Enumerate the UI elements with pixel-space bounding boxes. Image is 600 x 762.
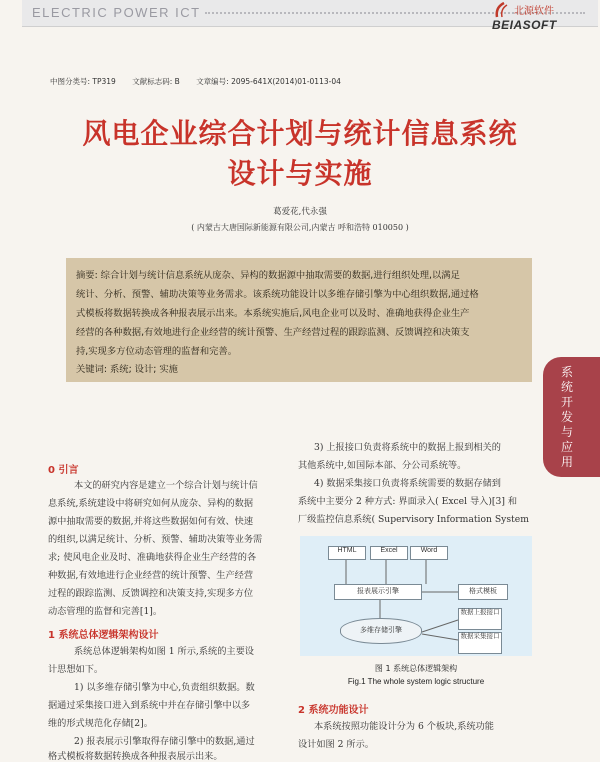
- abstract-line: 式模板将数据转换成各种报表展示出来。本系统实施后,风电企业可以及时、准确地获得企业生产: [76, 308, 470, 319]
- body-line: 维的形式规范化存储[2]。: [48, 718, 153, 729]
- body-line: 格式模板将数据转换成各种报表展示出来。: [48, 751, 223, 762]
- body-line: 源中抽取需要的数据,并将这些数据如何有效、快速: [48, 516, 254, 527]
- abstract-line: 经营的各种数据,有效地进行企业经营的统计预警、生产经营过程的跟踪监测、反馈调控和决策支: [76, 327, 470, 338]
- body-line: 系统中主要分 2 种方式: 界面录入( Excel 导入)[3] 和: [298, 496, 518, 507]
- body-line: 息系统,系统建设中将研究如何从庞杂、异构的数据: [48, 498, 254, 509]
- section-side-tab: [543, 357, 600, 477]
- html-box: HTML: [328, 546, 366, 560]
- abstract-line: 持,实现多方位动态管理的监督和完善。: [76, 346, 238, 357]
- body-line: 1) 以多维存储引擎为中心,负责组织数据。数: [74, 682, 255, 693]
- abstract-line: 统计、分析、预警、辅助决策等业务需求。该系统功能设计以多维存储引擎为中心组织数据,通过格: [76, 289, 479, 300]
- report-engine-box: 报表展示引擎: [334, 584, 422, 600]
- body-line: 的组织,以满足统计、分析、预警、辅助决策等业务需: [48, 534, 263, 545]
- body-line: 设计如图 2 所示。: [298, 739, 374, 750]
- clc-number: 中图分类号: TP319: [50, 77, 116, 86]
- keywords: 关键词: 系统; 设计; 实施: [76, 364, 178, 375]
- abstract-box: [66, 258, 532, 382]
- body-line: 计思想如下。: [48, 664, 104, 675]
- logo-text-cn: 北源软件: [514, 6, 554, 17]
- figure-caption-en: Fig.1 The whole system logic structure: [347, 677, 485, 686]
- body-line: 4) 数据采集接口负责将系统需要的数据存储到: [314, 478, 501, 489]
- body-line: 动态管理的监督和完善[1]。: [48, 606, 163, 617]
- body-line: 本文的研究内容是建立一个综合计划与统计信: [74, 480, 258, 491]
- body-line: 据通过采集接口进入到系统中并在存储引擎中以多: [48, 700, 251, 711]
- article-meta: [50, 76, 355, 87]
- body-line: 其他系统中,如国际本部、分公司系统等。: [298, 460, 467, 471]
- affiliation: ( 内蒙古大唐国际新能源有限公司,内蒙古 呼和浩特 010050 ): [191, 223, 409, 232]
- template-box: 格式模板: [458, 584, 508, 600]
- paper-title-line-2: 设计与实施: [227, 157, 373, 190]
- side-tab-label: 系统开发与应用: [561, 365, 574, 469]
- upload-interface-box: 数据上报接口: [458, 608, 502, 630]
- figure-architecture-diagram: [300, 536, 532, 656]
- word-box: Word: [410, 546, 448, 560]
- collect-interface-box: 数据采集接口: [458, 632, 502, 654]
- body-line: 本系统按照功能设计分为 6 个板块,系统功能: [314, 721, 494, 732]
- body-line: 求; 使风电企业及时、准确地获得企业生产经营的各: [48, 552, 257, 563]
- abstract-line: 摘要: 综合计划与统计信息系统从庞杂、异构的数据源中抽取需要的数据,进行组织处理,以满足: [76, 270, 460, 281]
- paper-title-line-1: 风电企业综合计划与统计信息系统: [82, 117, 518, 150]
- section-heading-architecture: 1 系统总体逻辑架构设计: [48, 630, 159, 641]
- body-line: 系统总体逻辑架构如图 1 所示,系统的主要设: [74, 646, 254, 657]
- section-heading-intro: 0 引言: [48, 465, 79, 476]
- figure-caption-cn: 图 1 系统总体逻辑架构: [374, 664, 458, 673]
- journal-name: ELECTRIC POWER ICT: [32, 5, 201, 20]
- body-line: 种数据,有效地进行企业经营的统计预警、生产经营: [48, 570, 254, 581]
- article-number: 文章编号: 2095-641X(2014)01-0113-04: [196, 77, 341, 86]
- document-code: 文献标志码: B: [132, 77, 180, 86]
- body-line: 3) 上报接口负责将系统中的数据上报到相关的: [314, 442, 501, 453]
- logo-text-en: BEIASOFT: [492, 18, 557, 32]
- storage-engine-box: 多维存储引擎: [340, 618, 422, 644]
- excel-box: Excel: [370, 546, 408, 560]
- publisher-logo: [486, 2, 566, 36]
- logo-mark-icon: [490, 2, 510, 18]
- body-line: 过程的跟踪监测、反馈调控和决策支持,实现多方位: [48, 588, 254, 599]
- section-heading-functions: 2 系统功能设计: [298, 705, 369, 716]
- authors: 葛爱花,代永强: [273, 207, 327, 217]
- body-line: 厂级监控信息系统( Supervisory Information System: [298, 514, 529, 525]
- body-line: 2) 报表展示引擎取得存储引擎中的数据,通过: [74, 736, 255, 747]
